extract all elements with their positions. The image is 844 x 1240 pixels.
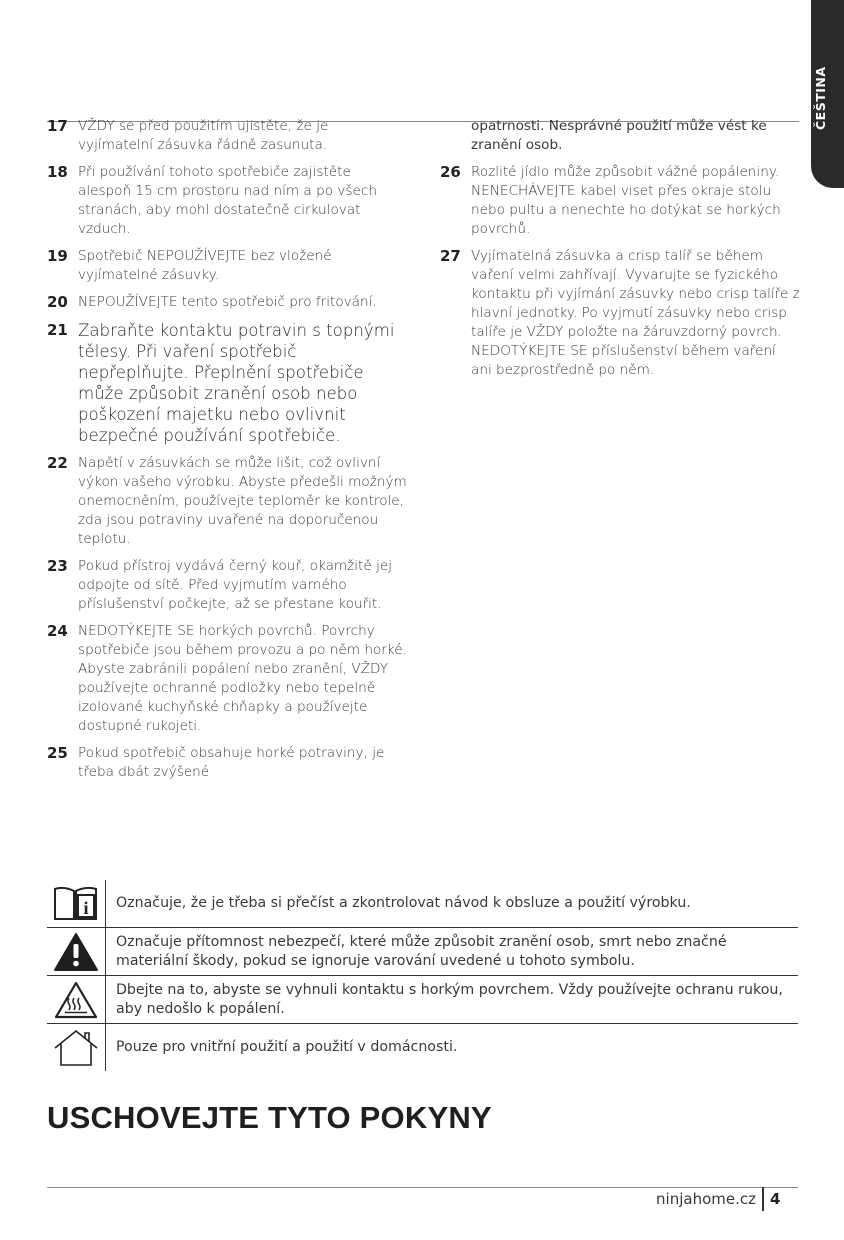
svg-text:i: i <box>83 897 89 918</box>
item-number: 27 <box>440 247 461 265</box>
list-item <box>47 163 407 239</box>
symbol-description: Označuje přítomnost nebezpečí, které může způsobit zranění osob, smrt nebo značné materiální škody, pokud se ignoruje varování uvedené u tohoto symbolu. <box>116 933 727 969</box>
list-item <box>47 454 407 549</box>
list-item <box>47 117 407 155</box>
symbol-row <box>47 1024 798 1071</box>
item-text: NEDOTÝKEJTE SE horkých povrchů. Povrchy spotřebiče jsou během provozu a po něm horké. Abyste zabránili popálení nebo zranění, VŽDY používejte ochranné podložky nebo tepelně izolované kuchyňské chňapky a používejte dostupné rukojeti. <box>78 623 407 734</box>
item-number: 18 <box>47 163 68 181</box>
list-item <box>47 744 407 782</box>
symbols-legend <box>47 880 798 1071</box>
item-text: VŽDY se před použitím ujistěte, že je vyjímatelní zásuvka řádně zasunuta. <box>78 118 329 153</box>
symbol-description: Označuje, že je třeba si přečíst a zkontrolovat návod k obsluze a použití výrobku. <box>116 895 691 911</box>
symbol-row <box>47 880 798 928</box>
manual-info-icon <box>47 880 106 927</box>
item-number: 19 <box>47 247 68 265</box>
item-text: Rozlité jídlo může způsobit vážné popáleniny. NENECHÁVEJTE kabel viset přes okraje stolu nebo pultu a nenechte ho dotýkat se horkých povrchů. <box>471 164 781 237</box>
footer-separator <box>762 1187 764 1211</box>
item-number: 23 <box>47 557 68 575</box>
list-item <box>47 622 407 736</box>
section-heading: USCHOVEJTE TYTO POKYNY <box>47 1100 492 1135</box>
continued-text: opatrnosti. Nesprávné použití může vést ke zranění osob. <box>471 118 767 153</box>
hot-surface-icon <box>47 976 106 1023</box>
item-text: Napětí v zásuvkách se může lišit, což ovlivní výkon vašeho výrobku. Abyste předešli možným onemocněním, používejte teploměr ke kontrole, zda jsou potraviny uvařené na doporučenou teplotu. <box>78 455 407 547</box>
list-item <box>47 247 407 285</box>
footer-website: ninjahome.cz <box>656 1190 756 1208</box>
right-column <box>440 117 800 388</box>
symbol-description: Dbejte na to, abyste se vyhnuli kontaktu s horkým povrchem. Vždy používejte ochranu rukou, aby nedošlo k popálení. <box>116 981 783 1017</box>
list-item <box>440 247 800 380</box>
item-number: 24 <box>47 622 68 640</box>
list-item <box>440 163 800 239</box>
item-text: Pokud přístroj vydává černý kouř, okamžitě jej odpojte od sítě. Před vyjmutím varného příslušenství počkejte, až se přestane kouřit. <box>78 558 392 612</box>
footer-divider <box>47 1187 798 1188</box>
house-icon <box>47 1024 106 1071</box>
item-text: Pokud spotřebič obsahuje horké potraviny, je třeba dbát zvýšené <box>78 745 385 780</box>
item-text: Vyjímatelná zásuvka a crisp talíř se během vaření velmi zahřívají. Vyvarujte se fyzického kontaktu při vyjímání zásuvky nebo crisp talíře z hlavní jednotky. Po vyjmutí zásuvky nebo crisp talíře je VŽDY položte na žáruvzdorný povrch. NEDOTÝKEJTE SE příslušenství během vaření ani bezprostředně po něm. <box>471 248 800 378</box>
left-column <box>47 117 407 790</box>
list-item <box>47 293 407 312</box>
item-number: 17 <box>47 117 68 135</box>
language-tab-label: ČEŠTINA <box>813 66 828 130</box>
list-item <box>47 557 407 614</box>
item-text: Při používání tohoto spotřebiče zajistěte alespoň 15 cm prostoru nad ním a po všech stranách, aby mohl dostatečně cirkulovat vzduch. <box>78 164 377 237</box>
item-number: 26 <box>440 163 461 181</box>
item-number: 22 <box>47 454 68 472</box>
item-number: 21 <box>47 321 68 339</box>
symbol-row <box>47 928 798 976</box>
warning-triangle-icon <box>47 928 106 975</box>
item-number: 20 <box>47 293 68 311</box>
item-text: Zabraňte kontaktu potravin s topnými tělesy. Při vaření spotřebič nepřeplňujte. Přeplnění spotřebiče může způsobit zranění osob nebo poškození majetku nebo ovlivnit bezpečné používání spotřebiče. <box>78 321 395 445</box>
language-tab <box>811 0 844 188</box>
item-text: Spotřebič NEPOUŽÍVEJTE bez vložené vyjímatelné zásuvky. <box>78 248 332 283</box>
item-text: NEPOUŽÍVEJTE tento spotřebič pro fritování. <box>78 294 377 310</box>
page-number: 4 <box>770 1190 781 1208</box>
item-number: 25 <box>47 744 68 762</box>
symbol-description: Pouze pro vnitřní použití a použití v domácnosti. <box>116 1039 458 1055</box>
list-item <box>47 320 407 446</box>
symbol-row <box>47 976 798 1024</box>
